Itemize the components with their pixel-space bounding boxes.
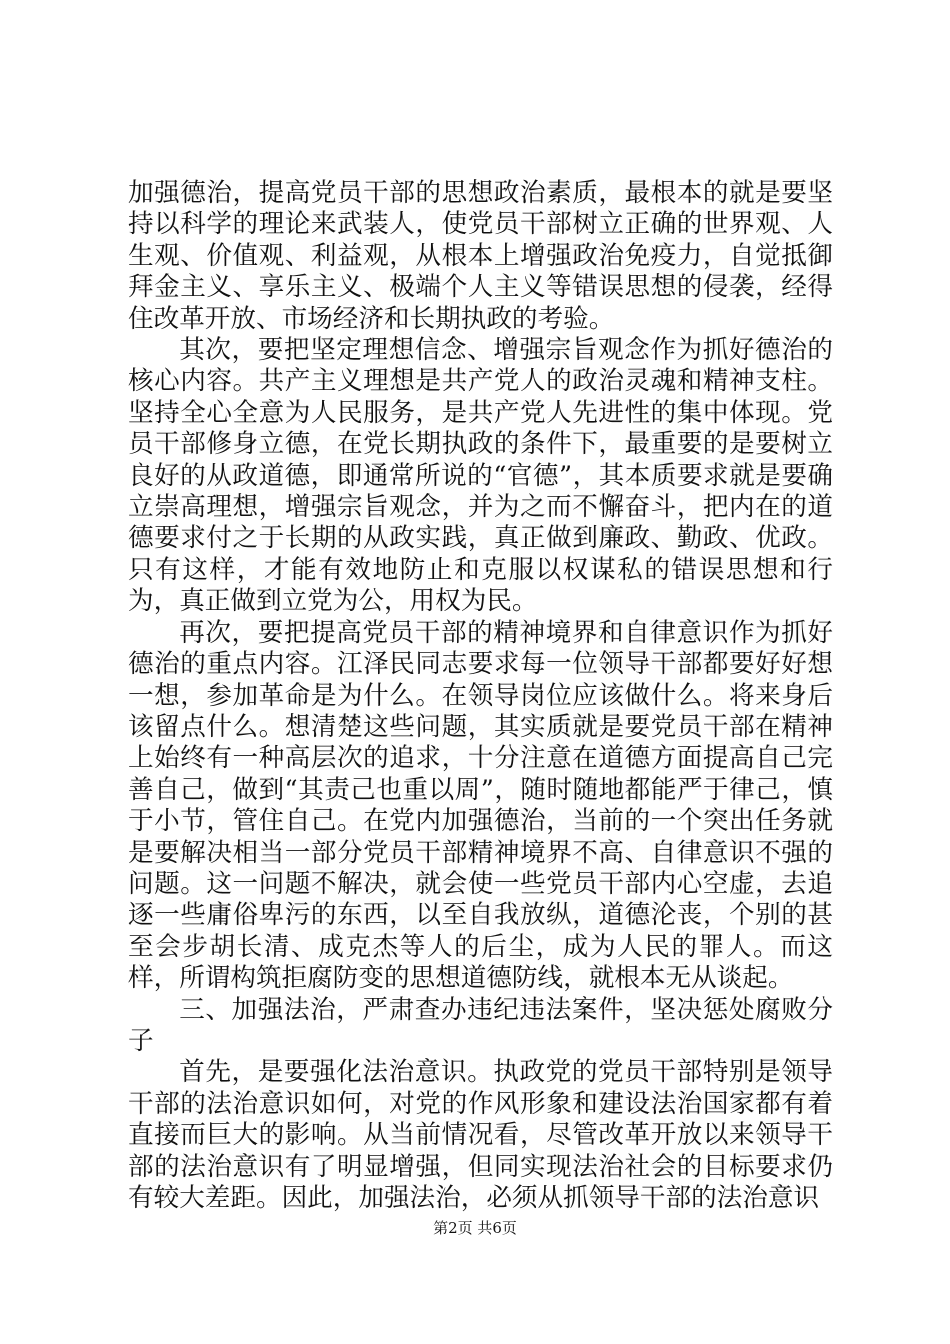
page-number-footer: 第2页 共6页	[433, 1219, 517, 1237]
paragraph-3: 再次，要把提高党员干部的精神境界和自律意识作为抓好德治的重点内容。江泽民同志要求每一位领导干部都要好好想一想，参加革命是为什么。在领导岗位应该做什么。将来身后该留点什么。想清楚这些问题，其实质就是要党员干部在精神上始终有一种高层次的追求，十分注意在道德方面提高自己完善自己，做到“其责己也重以周”，随时随地都能严于律己，慎于小节，管住自己。在党内加强德治，当前的一个突出任务就是要解决相当一部分党员干部精神境界不高、自律意识不强的问题。这一问题不解决，就会使一些党员干部内心空虚，去追逐一些庸俗卑污的东西，以至自我放纵，道德沦丧，个别的甚至会步胡长清、成克杰等人的后尘，成为人民的罪人。而这样，所谓构筑拒腐防变的思想道德防线，就根本无从谈起。	[128, 617, 833, 994]
section-heading: 三、加强法治，严肃查办违纪违法案件，坚决惩处腐败分子	[128, 994, 833, 1056]
paragraph-2: 其次，要把坚定理想信念、增强宗旨观念作为抓好德治的核心内容。共产主义理想是共产党人的政治灵魂和精神支柱。坚持全心全意为人民服务，是共产党人先进性的集中体现。党员干部修身立德，在党长期执政的条件下，最重要的是要树立良好的从政道德，即通常所说的“官德”，其本质要求就是要确立崇高理想，增强宗旨观念，并为之而不懈奋斗，把内在的道德要求付之于长期的从政实践，真正做到廉政、勤政、优政。只有这样，才能有效地防止和克服以权谋私的错误思想和行为，真正做到立党为公，用权为民。	[128, 335, 833, 617]
paragraph-1: 加强德治，提高党员干部的思想政治素质，最根本的就是要坚持以科学的理论来武装人，使党员干部树立正确的世界观、人生观、价值观、利益观，从根本上增强政治免疫力，自觉抵御拜金主义、享乐主义、极端个人主义等错误思想的侵袭，经得住改革开放、市场经济和长期执政的考验。	[128, 178, 833, 334]
body-text	[128, 178, 833, 1214]
paragraph-4: 首先，是要强化法治意识。执政党的党员干部特别是领导干部的法治意识如何，对党的作风形象和建设法治国家都有着直接而巨大的影响。从当前情况看，尽管改革开放以来领导干部的法治意识有了明显增强，但同实现法治社会的目标要求仍有较大差距。因此，加强法治，必须从抓领导干部的法治意识	[128, 1057, 833, 1213]
